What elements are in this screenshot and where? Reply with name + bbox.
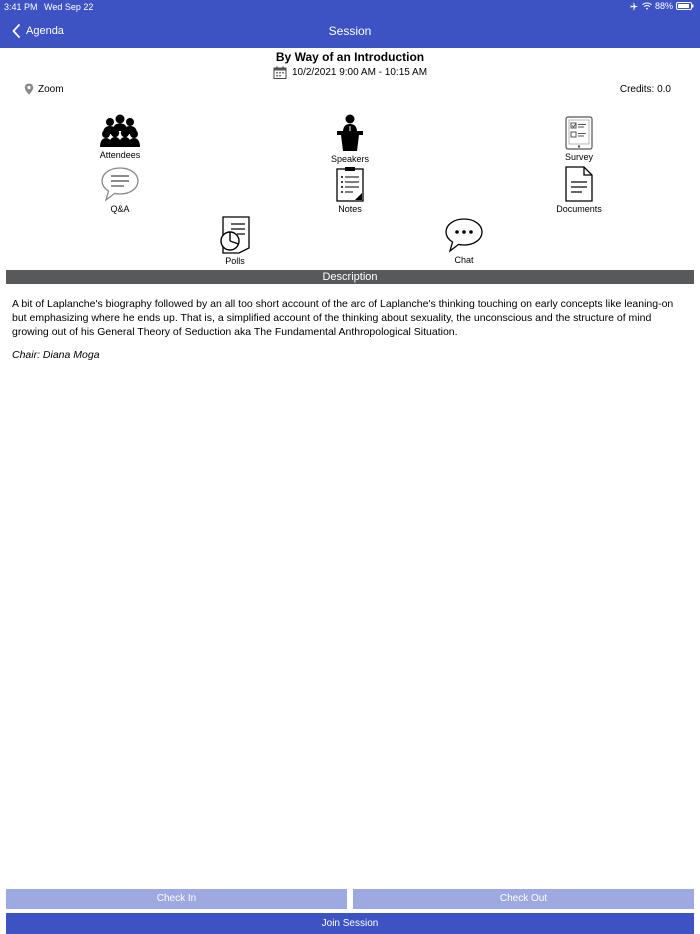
- tile-documents-label: Documents: [556, 204, 602, 214]
- nav-title: Session: [328, 24, 372, 38]
- tile-survey-label: Survey: [564, 152, 593, 162]
- status-indicators: [630, 1, 694, 11]
- speaker-podium-icon: [335, 114, 365, 152]
- location-text: Zoom: [38, 83, 64, 95]
- tile-polls-label: Polls: [225, 256, 245, 266]
- tile-chat[interactable]: [409, 217, 519, 265]
- session-location: [24, 83, 64, 95]
- check-in-button[interactable]: Check In: [6, 889, 347, 909]
- airplane-icon: [630, 2, 639, 11]
- tile-documents[interactable]: [524, 166, 634, 214]
- document-icon: [565, 166, 593, 202]
- notes-clipboard-icon: [336, 166, 364, 202]
- tile-notes-label: Notes: [338, 204, 362, 214]
- calendar-icon: [273, 66, 287, 79]
- tile-survey[interactable]: [524, 116, 634, 162]
- location-pin-icon: [24, 83, 34, 95]
- tile-qa[interactable]: [65, 166, 175, 214]
- top-bar: [0, 0, 700, 48]
- status-date: Wed Sep 22: [44, 2, 94, 12]
- battery-percent: 88%: [654, 1, 673, 11]
- qa-speech-bubble-icon: [100, 166, 140, 202]
- wifi-icon: [642, 2, 652, 10]
- status-time: 3:41 PM: [4, 2, 38, 12]
- description-body: A bit of Laplanche's biography followed by an all too short account of the arc of Laplanche's thinking touching on early concepts like leaning-on but emphasizing where he ends up. That is, a simplified account of the thinking about sexuality, the unconscious and the structure of mind growing out of his General Theory of Seduction aka The Fundamental Anthropological Situation.: [12, 298, 674, 338]
- session-title: By Way of an Introduction: [275, 50, 425, 64]
- back-label: Agenda: [26, 25, 64, 37]
- description-header: Description: [6, 270, 694, 284]
- tile-attendees-label: Attendees: [99, 150, 141, 160]
- join-session-button[interactable]: Join Session: [6, 913, 694, 934]
- credits-text: Credits: 0.0: [619, 84, 671, 95]
- survey-tablet-icon: [565, 116, 593, 150]
- session-chair: Chair: Diana Moga: [12, 349, 100, 361]
- tile-notes[interactable]: [295, 166, 405, 214]
- polls-chart-icon: [219, 216, 251, 254]
- session-datetime: [0, 66, 700, 79]
- attendees-icon: [100, 114, 140, 148]
- tile-qa-label: Q&A: [110, 204, 130, 214]
- session-datetime-text: 10/2/2021 9:00 AM - 10:15 AM: [291, 67, 428, 78]
- tile-attendees[interactable]: [65, 114, 175, 160]
- chat-bubble-icon: [444, 217, 484, 253]
- tile-speakers[interactable]: [295, 114, 405, 164]
- check-out-button[interactable]: Check Out: [353, 889, 694, 909]
- tile-chat-label: Chat: [454, 255, 474, 265]
- battery-icon: [676, 2, 694, 10]
- status-bar: [0, 0, 700, 14]
- tile-speakers-label: Speakers: [330, 154, 370, 164]
- tile-polls[interactable]: [180, 216, 290, 266]
